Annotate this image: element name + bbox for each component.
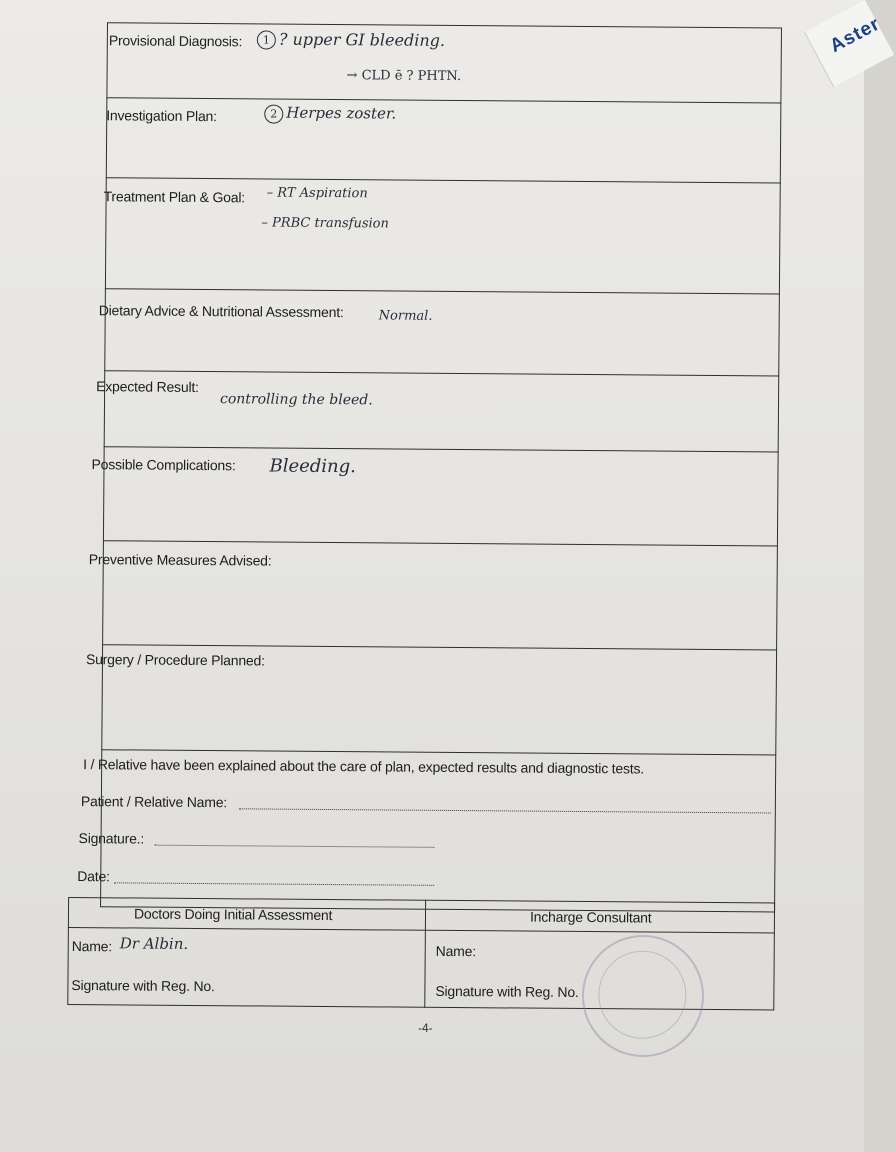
incharge-consultant-header: Incharge Consultant (529, 908, 652, 926)
item-number-mark: 1 (257, 30, 276, 49)
doctors-initial-assessment-header: Doctors Doing Initial Assessment (133, 905, 333, 924)
treatment-plan-label: Treatment Plan & Goal: (103, 188, 246, 206)
preventive-measures-label: Preventive Measures Advised: (88, 551, 272, 569)
hospital-logo (804, 0, 894, 87)
logo-text: Aster (826, 13, 884, 58)
stamp-inner-ring (587, 939, 698, 1050)
treatment-plan-line-2: – PRBC transfusion (261, 215, 389, 232)
patient-name-label: Patient / Relative Name: (80, 793, 228, 811)
expected-result-label: Expected Result: (96, 378, 199, 395)
dietary-advice-label: Dietary Advice & Nutritional Assessment: (98, 302, 344, 321)
dietary-advice-entry: Normal. (378, 308, 433, 324)
expected-result-entry: controlling the bleed. (219, 391, 373, 409)
treatment-plan-line-1: – RT Aspiration (266, 185, 368, 202)
date-label: Date: (77, 868, 110, 885)
item-number-mark: 2 (264, 104, 283, 123)
doctor-name-label: Name: (71, 938, 113, 955)
consultant-signature-label: Signature with Reg. No. (435, 982, 579, 1000)
surgery-planned-label: Surgery / Procedure Planned: (85, 651, 265, 669)
doctor-name-value: Dr Albin. (119, 934, 189, 953)
diagnosis-line-2: → CLD ē ? PHTN. (346, 68, 462, 85)
provisional-diagnosis-label: Provisional Diagnosis: (108, 32, 243, 50)
page-number: -4- (418, 1021, 433, 1035)
consultant-name-label: Name: (435, 942, 477, 960)
investigation-plan-text: Herpes zoster. (286, 103, 397, 123)
investigation-plan-label: Investigation Plan: (106, 107, 217, 125)
possible-complications-label: Possible Complications: (91, 456, 236, 474)
provisional-diagnosis-entry (257, 29, 445, 50)
diagnosis-line-1: ? upper GI bleeding. (278, 29, 446, 50)
signature-label: Signature.: (78, 830, 145, 847)
assessment-form (67, 22, 782, 1021)
possible-complications-entry: Bleeding. (269, 455, 357, 478)
consent-statement: I / Relative have been explained about the care of plan, expected results and diagnostic tests. (83, 756, 645, 777)
investigation-plan-entry (264, 103, 396, 124)
doctor-signature-label: Signature with Reg. No. (71, 977, 215, 995)
